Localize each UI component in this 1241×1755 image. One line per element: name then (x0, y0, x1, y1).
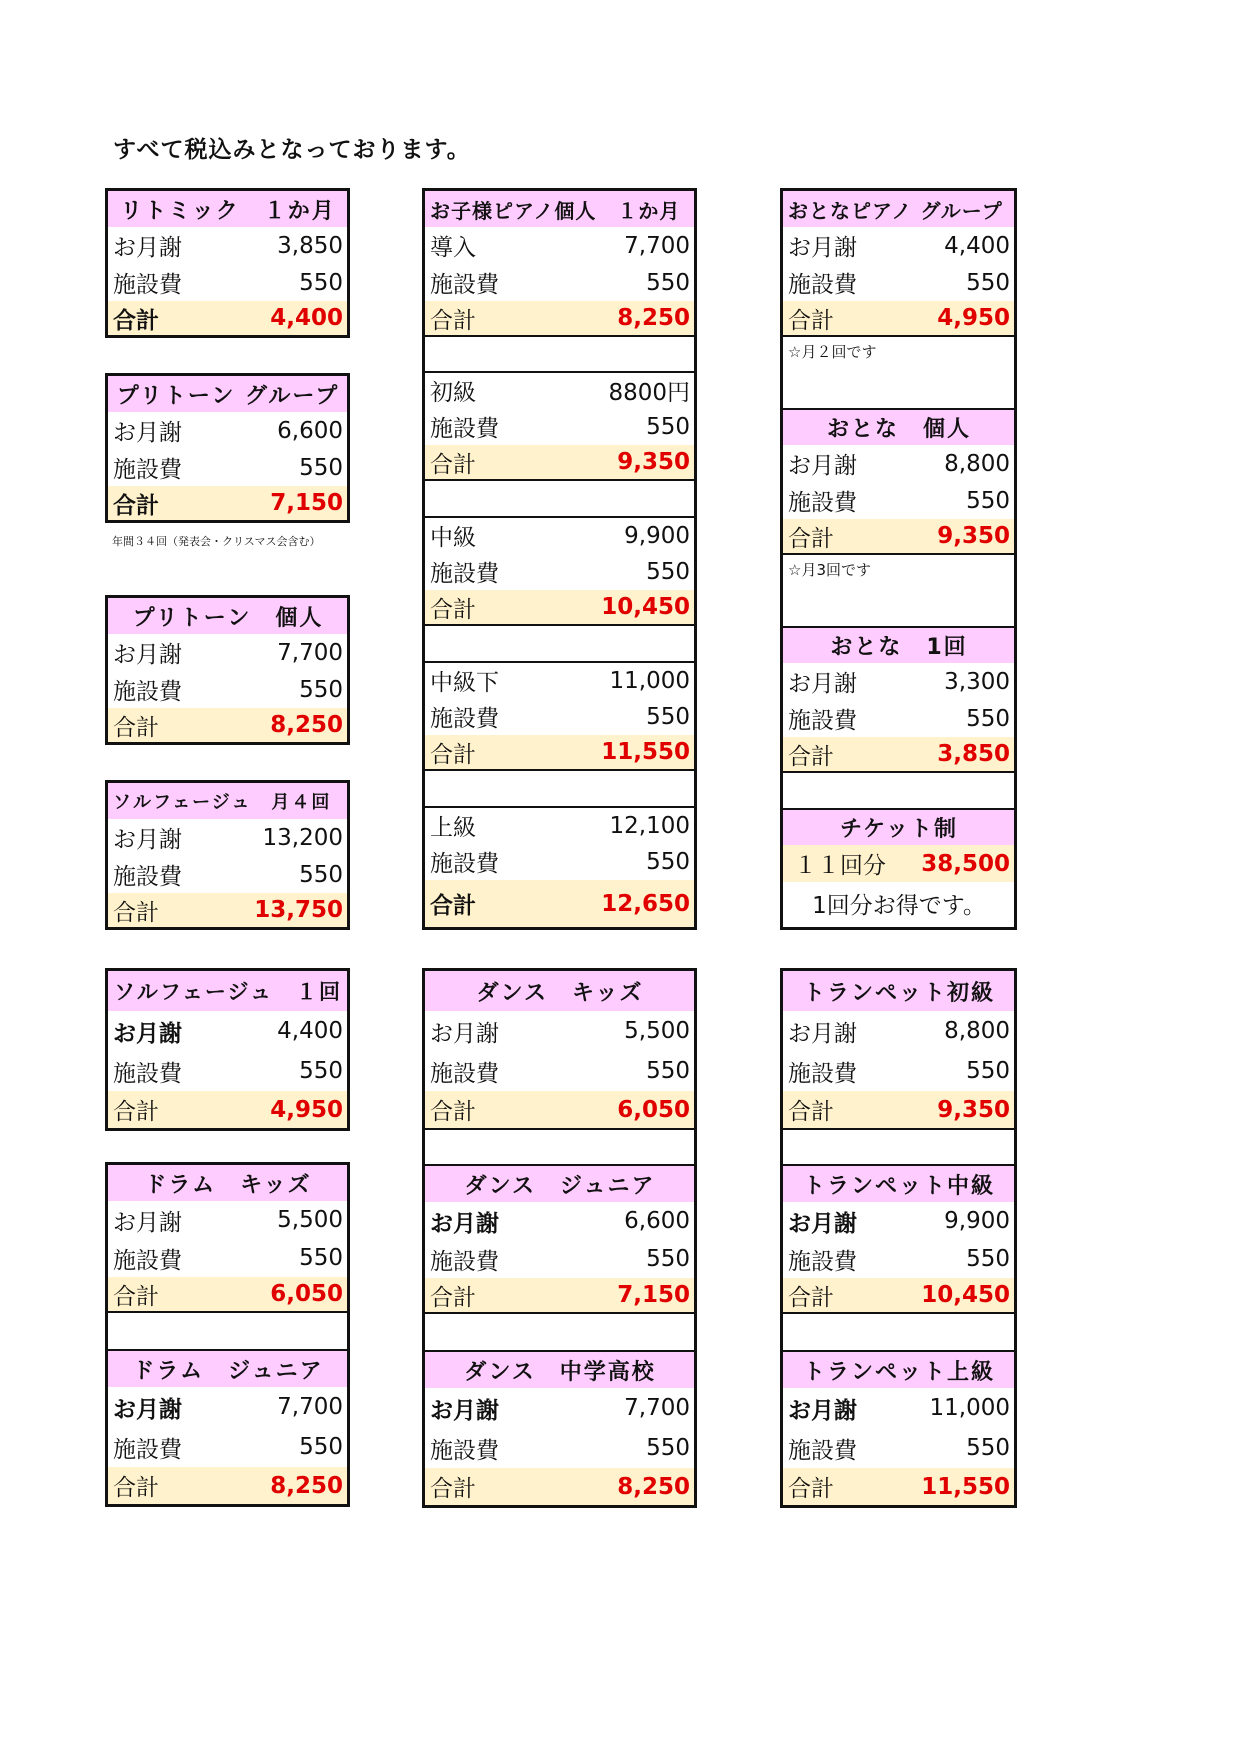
trumpet-table (780, 968, 1017, 1508)
fee-row: お月謝 7,700 (113, 1394, 343, 1423)
total-row: 合計 10,450 (783, 1278, 1014, 1312)
facility-row: 施設費 550 (788, 487, 1010, 516)
level-row: 初級 8800円 (425, 371, 694, 408)
total-row: 合計 13,750 (108, 893, 347, 927)
table-header: お子様ピアノ個人 １か月 (425, 191, 694, 227)
table-header: ソルフェージュ 月４回 (108, 783, 347, 819)
solfege-single-table (105, 968, 350, 1131)
fee-row: お月謝 6,600 (113, 417, 343, 446)
spacer-row (783, 1312, 1014, 1350)
table-header: ドラム キッズ (108, 1165, 347, 1201)
total-row: 合計 9,350 (783, 1091, 1014, 1128)
facility-row: 施設費 550 (788, 1246, 1010, 1275)
fee-row: お月謝 3,300 (788, 668, 1010, 697)
total-row: 合計 4,950 (108, 1091, 347, 1128)
solfege-month-table (105, 780, 350, 930)
kids-piano-table (422, 188, 697, 930)
level-row: 中級下 11,000 (425, 661, 694, 698)
table-header: トランペット上級 (783, 1350, 1014, 1388)
facility-row: 施設費 550 (788, 269, 1010, 298)
table-header: チケット制 (783, 808, 1014, 845)
table-header: おとなピアノ グループ (783, 191, 1014, 227)
fee-row: お月謝 3,850 (113, 232, 343, 261)
total-row: 合計 7,150 (425, 1278, 694, 1312)
total-row: 合計 10,450 (425, 590, 694, 624)
total-row: 合計 8,250 (108, 708, 347, 742)
drum-kids-table (105, 1162, 350, 1507)
facility-row: 施設費 550 (430, 1058, 690, 1087)
facility-row: 施設費 550 (788, 705, 1010, 734)
facility-row: 施設費 550 (788, 1435, 1010, 1464)
fee-row: お月謝 7,700 (113, 639, 343, 668)
facility-row: 施設費 550 (113, 1434, 343, 1463)
level-row: 上級 12,100 (425, 806, 694, 843)
table-header: ソルフェージュ １回 (108, 971, 347, 1011)
spacer-row (425, 479, 694, 516)
table-header: おとな 個人 (783, 408, 1014, 445)
facility-row: 施設費 550 (430, 848, 690, 877)
facility-row: 施設費 550 (430, 703, 690, 732)
facility-row: 施設費 550 (430, 413, 690, 442)
total-row: 合計 6,050 (425, 1091, 694, 1128)
facility-row: 施設費 550 (113, 454, 343, 483)
spacer-row (425, 1312, 694, 1350)
annual-lessons-note: 年間３４回（発表会・クリスマス会含む） (112, 535, 321, 548)
spacer-row (425, 1128, 694, 1164)
facility-row: 施設費 550 (788, 1058, 1010, 1087)
dance-table (422, 968, 697, 1508)
total-row: 合計 8,250 (108, 1467, 347, 1504)
spacer-row (425, 335, 694, 371)
fee-row: お月謝 8,800 (788, 1018, 1010, 1047)
table-header: ドラム ジュニア (108, 1349, 347, 1387)
fee-row: お月謝 6,600 (430, 1208, 690, 1237)
total-row: 合計 6,050 (108, 1277, 347, 1311)
fee-row: お月謝 4,400 (113, 1018, 343, 1047)
total-row: 合計 7,150 (108, 486, 347, 520)
ticket-note: 1回分お得です。 (812, 892, 986, 919)
table-header: ダンス 中学高校 (425, 1350, 694, 1388)
puritone-private-table (105, 595, 350, 745)
table-header: プリトーン 個人 (108, 598, 347, 634)
facility-row: 施設費 550 (430, 558, 690, 587)
frequency-note: ☆月3回です (783, 553, 1014, 626)
table-header: ダンス キッズ (425, 971, 694, 1011)
total-row: 合計 4,950 (783, 301, 1014, 335)
fee-row: お月謝 11,000 (788, 1395, 1010, 1424)
fee-row: お月謝 5,500 (430, 1018, 690, 1047)
table-header: リトミック １か月 (108, 191, 347, 227)
spacer-row (783, 1128, 1014, 1164)
facility-row: 施設費 550 (113, 676, 343, 705)
total-row: 合計 3,850 (783, 737, 1014, 771)
facility-row: 施設費 550 (430, 269, 690, 298)
facility-row: 施設費 550 (113, 1058, 343, 1087)
table-header: トランペット初級 (783, 971, 1014, 1011)
total-row: 合計 8,250 (425, 1468, 694, 1505)
adult-table (780, 188, 1017, 930)
table-header: ダンス ジュニア (425, 1164, 694, 1202)
tax-note: すべて税込みとなっております。 (113, 137, 471, 163)
spacer-row (425, 769, 694, 806)
fee-row: お月謝 13,200 (113, 824, 343, 853)
ticket-row: １１回分 38,500 (783, 845, 1014, 882)
fee-row: お月謝 8,800 (788, 450, 1010, 479)
table-header: おとな 1回 (783, 626, 1014, 663)
total-row: 合計 9,350 (425, 445, 694, 479)
facility-row: 施設費 550 (113, 1245, 343, 1274)
fee-row: お月謝 7,700 (430, 1395, 690, 1424)
level-row: 中級 9,900 (425, 516, 694, 553)
total-row: 合計 4,400 (108, 301, 347, 335)
level-row: 導入 7,700 (430, 232, 690, 261)
facility-row: 施設費 550 (430, 1435, 690, 1464)
fee-row: お月謝 9,900 (788, 1208, 1010, 1237)
table-header: プリトーン グループ (108, 376, 347, 412)
spacer-row (783, 771, 1014, 808)
facility-row: 施設費 550 (113, 269, 343, 298)
total-row: 合計 11,550 (783, 1468, 1014, 1505)
total-row: 合計 11,550 (425, 735, 694, 769)
frequency-note: ☆月２回です (783, 335, 1014, 408)
fee-row: お月謝 4,400 (788, 232, 1010, 261)
facility-row: 施設費 550 (113, 861, 343, 890)
total-row: 合計 9,350 (783, 519, 1014, 553)
facility-row: 施設費 550 (430, 1246, 690, 1275)
puritone-group-table (105, 373, 350, 523)
table-header: トランペット中級 (783, 1164, 1014, 1202)
spacer-row (425, 624, 694, 661)
total-row: 合計 12,650 (425, 880, 694, 927)
spacer-row (108, 1311, 347, 1349)
fee-row: お月謝 5,500 (113, 1207, 343, 1236)
total-row: 合計 8,250 (425, 301, 694, 335)
rhythmic-table (105, 188, 350, 338)
